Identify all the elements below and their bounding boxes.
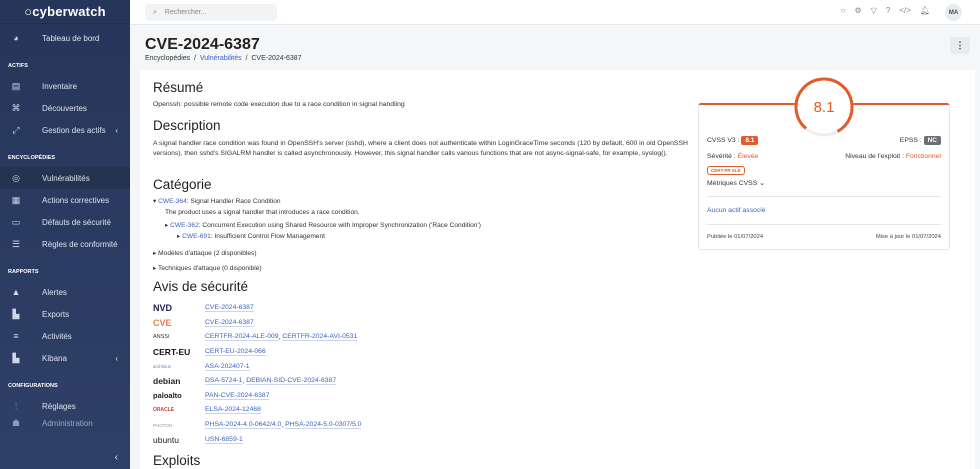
expand-icon: ⤢ xyxy=(12,124,20,135)
collapse-sidebar-icon[interactable]: ‹ xyxy=(114,452,118,463)
breadcrumb-vulnerabilites[interactable]: Vulnérabilités xyxy=(199,55,242,62)
checklist-icon: ☰ xyxy=(11,238,21,249)
exploit-level: Niveau de l'exploit : Fonctionnel xyxy=(845,153,941,160)
cvss-badge: 8.1 xyxy=(741,136,758,145)
search-icon: ⌕ xyxy=(153,8,157,16)
file-export-icon: ▙ xyxy=(12,308,20,319)
categorie-heading: Catégorie xyxy=(153,177,212,192)
filter-icon[interactable]: ▽ xyxy=(870,6,877,15)
attack-techniques-toggle[interactable]: ▸ Techniques d'attaque (0 disponible) xyxy=(153,265,262,272)
score-value: 8.1 xyxy=(813,98,835,116)
sidebar-item-kibana[interactable]: ▙ Kibana ‹ xyxy=(0,347,130,369)
sidebar-item-defauts[interactable]: ▭ Défauts de sécurité xyxy=(11,216,111,227)
breadcrumb-current: CVE-2024-6387 xyxy=(251,55,302,62)
cve-logo: CVE xyxy=(153,317,172,328)
photon-logo: PHOTON xyxy=(153,422,173,428)
advisory-link[interactable]: CVE-2024-6387 xyxy=(205,318,254,326)
advisory-link[interactable]: DSA-5724-1 xyxy=(205,377,243,385)
section-title: ENCYCLOPÉDIES xyxy=(8,155,56,161)
description-text: A signal handler race condition was found in OpenSSH's server (sshd), where a client does not authenticate within LoginGraceTime seconds (120 by default, 600 in old OpenSSH versions), then sshd's SIGALRM handler is called asynchronously. However, this signal handler calls various functions that are not async-signal-safe, for example, syslog(). xyxy=(153,140,688,157)
section-title: CONFIGURATIONS xyxy=(8,383,58,389)
page-title: CVE-2024-6387 xyxy=(145,36,260,53)
sidebar-item-activites[interactable]: ≡ Activités xyxy=(0,325,130,347)
alarm-icon: ▲ xyxy=(11,287,21,297)
advisory-row xyxy=(153,345,361,360)
advisory-link[interactable]: CVE-2024-6387 xyxy=(205,304,254,312)
cwe-362-link[interactable]: CWE-362 xyxy=(170,222,199,229)
advisory-link[interactable]: USN-6859-1 xyxy=(205,435,243,443)
section-title: ACTIFS xyxy=(8,63,28,69)
advisory-row xyxy=(153,301,361,316)
sidebar-item-exports[interactable]: ▙ Exports xyxy=(0,303,130,325)
resume-text: Openssh: possible remote code execution due to a race condition in signal handling xyxy=(153,101,405,108)
sliders-icon: ⫶ xyxy=(14,400,18,411)
epss-badge: NC xyxy=(924,136,941,145)
archlinux-logo: archlinux xyxy=(153,364,172,370)
anssi-logo: ANSSI xyxy=(153,334,170,341)
epss-label: EPSS : NC xyxy=(900,136,941,145)
advisory-link[interactable]: PHSA-2024-5.0-0307/5.0 xyxy=(285,421,362,429)
advisory-row: debian DSA-5724-1 , DEBIAN-SID-CVE-2024-6387 xyxy=(153,376,337,387)
help-icon[interactable]: ? xyxy=(885,6,891,15)
debian-logo: debian xyxy=(153,376,181,387)
advisory-link[interactable]: DEBIAN-SID-CVE-2024-6387 xyxy=(246,377,337,385)
top-bar xyxy=(130,0,980,25)
cvss-label: CVSS V3 : 8.1 xyxy=(707,136,758,145)
advisories-list xyxy=(153,301,361,447)
search-input[interactable]: ⌕ Rechercher... xyxy=(145,4,277,21)
ubuntu-logo: ubuntu xyxy=(153,434,179,445)
breadcrumb: Encyclopédies / Vulnérabilités / CVE-2024-6387 xyxy=(145,55,302,62)
nvd-logo: NVD xyxy=(153,303,173,314)
paloalto-logo: paloalto xyxy=(153,391,182,401)
sidebar-item-reglages[interactable]: ⫶ Réglages xyxy=(0,395,130,417)
sidebar-item-dashboard[interactable]: ◕ Tableau de bord xyxy=(0,27,130,49)
advisories-heading: Avis de sécurité xyxy=(153,279,249,294)
cvss-metrics-toggle[interactable]: Métriques CVSS ⌄ xyxy=(707,179,765,187)
sidebar-item-alertes[interactable]: ▲ Alertes xyxy=(11,287,67,297)
advisory-link[interactable]: CERT-EU-2024-066 xyxy=(205,348,266,356)
chevron-down-icon: ⌄ xyxy=(759,180,765,187)
published-date: Publiée le 01/07/2024 xyxy=(707,234,764,240)
cwe-364-desc: The product uses a signal handler that introduces a race condition. xyxy=(165,209,360,216)
no-asset-link[interactable]: Aucun actif associé xyxy=(707,207,766,214)
breadcrumb-encyclopedies[interactable]: Encyclopédies xyxy=(145,55,191,62)
content-panel xyxy=(140,70,975,469)
advisory-row xyxy=(153,389,361,404)
target-icon: ◎ xyxy=(12,172,20,183)
advisory-link[interactable]: CERTFR-2024-ALE-009 xyxy=(205,333,279,341)
advisory-row: PHOTON PHSA-2024-4.0-0642/4.0 , PHSA-2024-5.0-0307/5.0 xyxy=(153,421,362,429)
sidebar-item-inventaire[interactable]: ▤ Inventaire xyxy=(11,80,78,91)
score-gauge xyxy=(795,78,853,136)
section-title: RAPPORTS xyxy=(8,269,39,275)
box-icon: ▦ xyxy=(11,194,21,205)
inventory-icon: ▤ xyxy=(11,80,21,91)
binoculars-icon: ⌘ xyxy=(11,102,21,113)
more-options-button[interactable]: ⋮ xyxy=(950,37,970,54)
cert-eu-logo: CERT-EU xyxy=(153,347,191,358)
list-icon: ≡ xyxy=(13,331,19,341)
sidebar xyxy=(0,0,130,469)
advisory-link[interactable]: PAN-CVE-2024-6387 xyxy=(205,391,270,399)
oracle-logo: ORACLE xyxy=(153,407,175,414)
chart-icon: ▙ xyxy=(12,352,20,363)
chevron-left-icon: ‹ xyxy=(115,125,118,135)
bell-icon[interactable]: 🔔︎ xyxy=(919,6,930,15)
cwe-691: ▸ CWE-691: Insufficient Control Flow Management xyxy=(177,233,325,240)
avatar[interactable]: MA xyxy=(945,4,962,21)
dashboard-icon: ◕ xyxy=(13,33,19,43)
advisory-row xyxy=(153,359,361,374)
sidebar-item-regles[interactable]: ☰ Règles de conformité xyxy=(11,238,118,249)
advisory-row xyxy=(153,316,361,331)
sidebar-item-decouvertes[interactable]: ⌘ Découvertes xyxy=(11,102,87,113)
advisory-link[interactable]: PHSA-2024-4.0-0642/4.0 xyxy=(205,421,282,429)
description-heading: Description xyxy=(153,118,221,133)
advisory-link[interactable]: ELSA-2024-12468 xyxy=(205,406,261,414)
logo[interactable]: ○ cyberwatch xyxy=(0,0,130,24)
circle-icon[interactable]: ○ xyxy=(840,6,846,15)
cwe-364: ▾ CWE-364: Signal Handler Race Condition xyxy=(153,198,281,205)
advisory-row xyxy=(153,432,361,447)
exploits-heading: Exploits xyxy=(153,453,201,468)
users-icon: ☗ xyxy=(11,417,21,428)
cwe-691-link[interactable]: CWE-691 xyxy=(182,233,211,240)
resume-heading: Résumé xyxy=(153,80,204,95)
advisory-row xyxy=(153,403,361,418)
gear-icon[interactable]: ⚙ xyxy=(854,6,862,15)
logo-icon: ○ xyxy=(24,4,33,19)
updated-date: Mise à jour le 01/07/2024 xyxy=(875,234,941,240)
advisory-link[interactable]: ASA-202407-1 xyxy=(205,362,250,370)
sidebar-item-gestion-actifs[interactable]: ⤢ Gestion des actifs ‹ xyxy=(0,119,130,141)
chevron-left-icon: ‹ xyxy=(115,353,118,363)
sidebar-item-actions-correctives[interactable]: ▦ Actions correctives xyxy=(11,194,110,205)
sidebar-item-administration[interactable]: ☗ Administration xyxy=(11,417,93,428)
advisory-row: ANSSI CERTFR-2024-ALE-009 , CERTFR-2024-AVI-0531 xyxy=(153,333,358,341)
cert-fr-tag: CERT-FR ALE xyxy=(707,166,745,175)
advisory-link[interactable]: CERTFR-2024-AVI-0531 xyxy=(282,333,358,341)
code-icon[interactable]: </> xyxy=(899,6,911,15)
window-icon: ▭ xyxy=(11,216,21,227)
severity: Sévérité : Élevée xyxy=(707,153,759,160)
attack-models-toggle[interactable]: ▸ Modèles d'attaque (2 disponibles) xyxy=(153,250,257,257)
sidebar-item-vulnerabilites[interactable]: ◎ Vulnérabilités xyxy=(0,167,130,189)
cwe-364-link[interactable]: CWE-364 xyxy=(158,198,187,205)
cwe-362: ▸ CWE-362: Concurrent Execution using Shared Resource with Improper Synchronization ('Race Condition') xyxy=(165,222,481,229)
